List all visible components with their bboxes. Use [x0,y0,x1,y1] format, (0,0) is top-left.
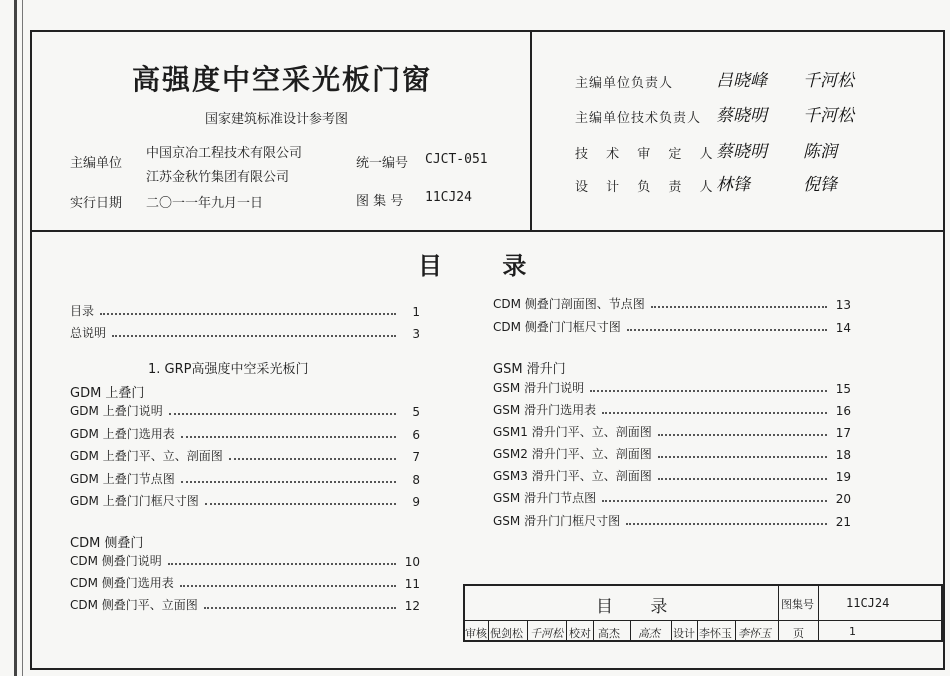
check-label: 校对 [569,627,591,640]
toc-title: 目 录 [418,252,553,280]
toc-entry-title: GSM 滑升门门框尺寸图 [493,514,621,528]
title-block-divider [818,584,819,642]
reviewer: 倪剑松 [490,627,523,640]
toc-entry [70,401,420,419]
toc-entry-page: 6 [412,428,420,442]
toc-leader [651,306,827,308]
toc-entry-page: 20 [835,492,851,506]
gdm-heading: GDM 上叠门 [70,386,145,401]
toc-entry [70,446,420,464]
toc-entry-title: GDM 上叠门节点图 [70,472,175,486]
toc-entry-page: 10 [404,555,420,569]
binding-line-thin [22,0,23,676]
toc-entry [70,595,420,613]
signature: 陈润 [803,142,837,162]
title-block-atlas-label: 图集号 [781,598,814,611]
page-label: 页 [793,627,804,640]
signature: 千河松 [530,627,563,640]
toc-entry-title: GSM2 滑升门平、立、剖面图 [493,447,652,461]
resp-label-3: 技 术 审 定 人 [575,147,714,162]
design-label: 设计 [673,627,695,640]
signature: 蔡晓明 [716,142,767,162]
editor-unit-1: 中国京冶工程技术有限公司 [146,146,303,161]
toc-entry [493,422,851,440]
title-block-divider [778,584,779,642]
toc-entry-page: 3 [412,327,420,341]
toc-entry-page: 16 [835,404,851,418]
toc-leader [181,436,396,438]
header-vertical-divider [530,30,532,231]
cell-divider [735,621,736,641]
toc-leader [168,563,396,565]
toc-entry-page: 21 [835,515,851,529]
signature: 千河松 [803,71,854,91]
page-number: 1 [849,625,856,638]
toc-leader [229,458,396,460]
designer: 李怀玉 [699,627,732,640]
header-divider [30,230,945,232]
toc-entry [70,424,420,442]
toc-entry [70,323,420,341]
toc-entry [493,378,851,396]
toc-leader [658,456,827,458]
toc-entry [70,573,420,591]
toc-leader [169,413,396,415]
toc-entry-title: 目录 [70,304,95,318]
toc-entry [70,301,420,319]
cell-divider [630,621,631,641]
cell-divider [566,621,567,641]
toc-leader [602,500,827,502]
toc-leader [205,503,396,505]
unified-no-label: 统一编号 [356,156,409,171]
unified-no: CJCT-051 [425,152,488,167]
toc-entry-title: GDM 上叠门平、立、剖面图 [70,449,223,463]
cell-divider [488,621,489,641]
title-block-name: 目 录 [596,597,684,617]
toc-entry-title: GDM 上叠门门框尺寸图 [70,494,199,508]
toc-entry [493,466,851,484]
toc-entry-page: 13 [835,298,851,312]
toc-entry-page: 7 [412,450,420,464]
toc-entry-title: CDM 侧叠门说明 [70,554,162,568]
toc-leader [112,335,396,337]
toc-leader [181,481,396,483]
resp-label-4: 设 计 负 责 人 [575,180,714,195]
editor-unit-label: 主编单位 [70,156,123,171]
toc-leader [602,412,827,414]
toc-entry-page: 8 [412,473,420,487]
atlas-no: 11CJ24 [425,190,472,205]
resp-label-2: 主编单位技术负责人 [575,111,702,126]
toc-leader [626,523,827,525]
toc-leader [100,313,396,315]
toc-leader [658,478,827,480]
page-title: 高强度中空采光板门窗 [132,63,433,96]
effective-date: 二〇一一年九月一日 [146,196,264,211]
page-subtitle: 国家建筑标准设计参考图 [205,112,349,127]
toc-entry-page: 1 [412,305,420,319]
cell-divider [593,621,594,641]
signature: 林锋 [716,175,750,195]
title-block-atlas-no: 11CJ24 [846,596,890,610]
toc-entry-page: 12 [404,599,420,613]
toc-entry-title: GDM 上叠门说明 [70,404,163,418]
effective-date-label: 实行日期 [70,196,123,211]
toc-entry-title: CDM 侧叠门剖面图、节点图 [493,297,645,311]
toc-entry [493,294,851,312]
toc-entry-page: 11 [404,577,420,591]
binding-line [14,0,17,676]
toc-entry-title: GSM3 滑升门平、立、剖面图 [493,469,652,483]
toc-entry [70,491,420,509]
toc-entry-page: 17 [835,426,851,440]
section-title: 1. GRP高强度中空采光板门 [148,362,309,377]
signature: 蔡晓明 [716,106,767,126]
signature: 高杰 [638,627,660,640]
resp-label-1: 主编单位负责人 [575,76,674,91]
signature: 吕晓峰 [716,71,767,91]
toc-leader [590,390,827,392]
toc-entry-page: 14 [835,321,851,335]
editor-unit-2: 江苏金秋竹集团有限公司 [146,170,290,185]
toc-entry [70,469,420,487]
toc-entry [493,400,851,418]
toc-entry-page: 15 [835,382,851,396]
title-block-divider [463,620,943,621]
gsm-heading: GSM 滑升门 [493,362,566,377]
toc-leader [627,329,827,331]
toc-leader [204,607,396,609]
toc-entry-title: GSM 滑升门节点图 [493,491,597,505]
toc-entry [493,317,851,335]
toc-entry-page: 18 [835,448,851,462]
cell-divider [697,621,698,641]
signature: 千河松 [803,106,854,126]
toc-entry-page: 5 [412,405,420,419]
review-label: 审核 [465,627,487,640]
toc-entry-title: CDM 侧叠门平、立面图 [70,598,198,612]
toc-leader [658,434,827,436]
checker: 高杰 [598,627,620,640]
toc-entry-title: GSM 滑升门说明 [493,381,585,395]
toc-entry [70,551,420,569]
toc-entry-title: CDM 侧叠门门框尺寸图 [493,320,621,334]
toc-entry-page: 9 [412,495,420,509]
toc-entry-title: GSM 滑升门选用表 [493,403,597,417]
toc-entry-page: 19 [835,470,851,484]
cell-divider [671,621,672,641]
toc-entry [493,444,851,462]
signature: 倪锋 [803,175,837,195]
toc-entry-title: GSM1 滑升门平、立、剖面图 [493,425,652,439]
signature: 李怀玉 [738,627,771,640]
atlas-no-label: 图 集 号 [356,194,404,209]
toc-entry-title: CDM 侧叠门选用表 [70,576,174,590]
cell-divider [527,621,528,641]
toc-entry [493,488,851,506]
toc-entry-title: 总说明 [70,326,107,340]
toc-entry [493,511,851,529]
toc-entry-title: GDM 上叠门选用表 [70,427,175,441]
cdm-heading: CDM 侧叠门 [70,536,144,551]
toc-leader [180,585,396,587]
